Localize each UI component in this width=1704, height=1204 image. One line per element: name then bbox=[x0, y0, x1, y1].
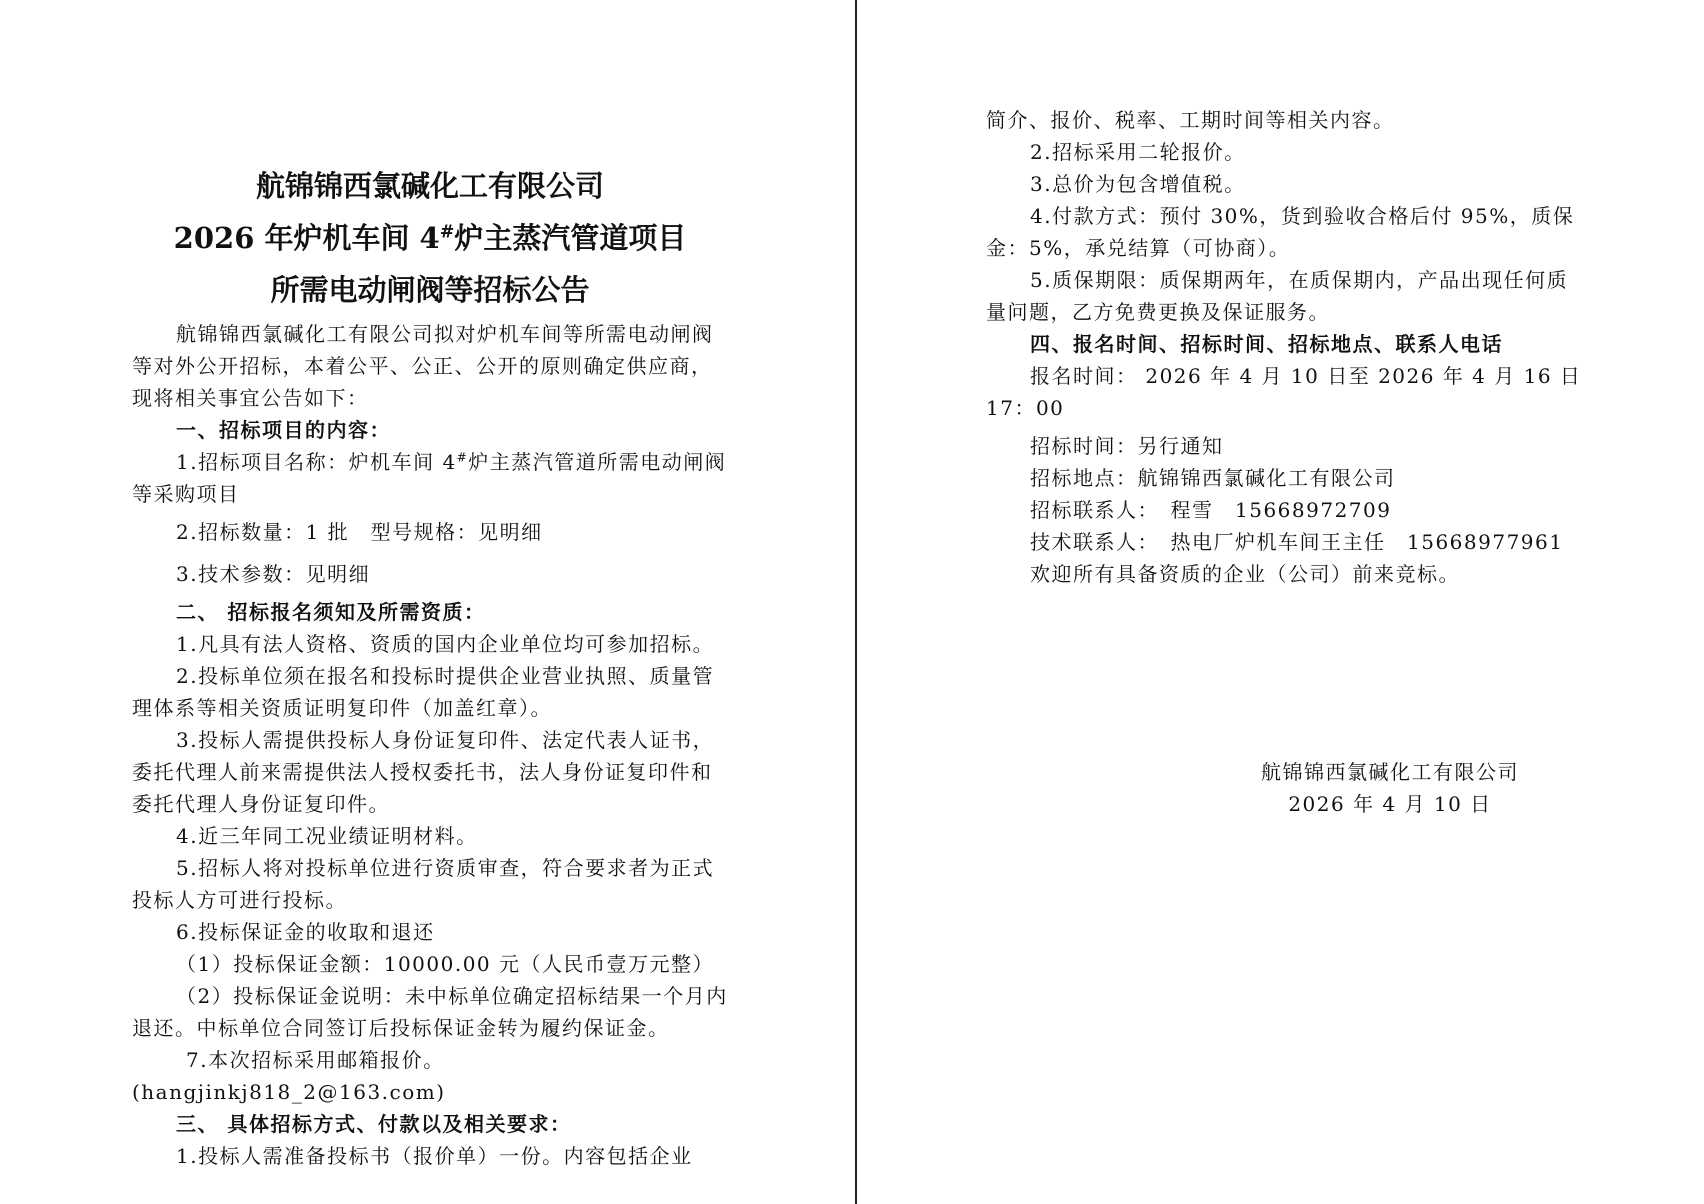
title-line-1: 航锦锦西氯碱化工有限公司 bbox=[255, 169, 604, 203]
signature-block bbox=[1240, 756, 1540, 820]
bid-time: 招标时间：另行通知 bbox=[1030, 434, 1224, 458]
announcement-title bbox=[130, 160, 730, 316]
tech-contact: 技术联系人： 热电厂炉机车间王主任 15668977961 bbox=[1030, 530, 1564, 554]
right-body bbox=[986, 104, 1582, 590]
section1-item3: 3.技术参数：见明细 bbox=[176, 562, 371, 586]
title-line-3: 所需电动闸阀等招标公告 bbox=[270, 273, 590, 307]
intro-paragraph: 航锦锦西氯碱化工有限公司拟对炉机车间等所需电动闸阀等对外公开招标，本着公平、公正、公开的原则确定供应商，现将相关事宜公告如下： bbox=[132, 322, 714, 410]
section3-item1-part2: 简介、报价、税率、工期时间等相关内容。 bbox=[986, 108, 1395, 132]
section2-item: 5.招标人将对投标单位进行资质审查，符合要求者为正式投标人方可进行投标。 bbox=[132, 856, 715, 912]
section3-item1-part1: 1.投标人需准备投标书（报价单）一份。内容包括企业 bbox=[176, 1144, 693, 1168]
section2-item: 2.投标单位须在报名和投标时提供企业营业执照、质量管理体系等相关资质证明复印件（加盖红章）。 bbox=[132, 664, 715, 720]
section2-item: 6.投标保证金的收取和退还 bbox=[176, 920, 435, 944]
title-line-2-post: 炉主蒸汽管道项目 bbox=[454, 221, 687, 255]
section1-item1 bbox=[132, 446, 728, 510]
section2-item: （2）投标保证金说明：未中标单位确定招标结果一个月内退还。中标单位合同签订后投标保证金转为履约保证金。 bbox=[132, 984, 728, 1040]
section2-heading: 二、 招标报名须知及所需资质： bbox=[176, 600, 486, 624]
page-divider bbox=[855, 0, 857, 1204]
bid-contact: 招标联系人： 程雪 15668972709 bbox=[1030, 498, 1392, 522]
section1-item1-pre: 1.招标项目名称：炉机车间 4 bbox=[176, 450, 457, 474]
signup-time: 报名时间： 2026 年 4 月 10 日至 2026 年 4 月 16 日 17：00 bbox=[986, 364, 1582, 420]
section3-item: 4.付款方式：预付 30%，货到验收合格后付 95%，质保金：5%，承兑结算（可协商）。 bbox=[986, 204, 1575, 260]
section3-item: 5.质保期限：质保期两年，在质保期内，产品出现任何质量问题，乙方免费更换及保证服务。 bbox=[986, 268, 1569, 324]
section2-item: 7.本次招标采用邮箱报价。(hangjinkj818_2@163.com) bbox=[132, 1048, 446, 1104]
section2-item: （1）投标保证金额：10000.00 元（人民币壹万元整） bbox=[176, 952, 715, 976]
bid-place: 招标地点：航锦锦西氯碱化工有限公司 bbox=[1030, 466, 1396, 490]
section1-heading: 一、招标项目的内容： bbox=[176, 418, 391, 442]
signature-company: 航锦锦西氯碱化工有限公司 bbox=[1261, 760, 1519, 784]
title-hash-mark: # bbox=[439, 222, 455, 243]
welcome-line: 欢迎所有具备资质的企业（公司）前来竞标。 bbox=[1030, 562, 1460, 586]
section2-item: 4.近三年同工况业绩证明材料。 bbox=[176, 824, 478, 848]
title-line-2 bbox=[130, 212, 730, 264]
section3-item: 3.总价为包含增值税。 bbox=[1030, 172, 1246, 196]
section4-heading: 四、报名时间、招标时间、招标地点、联系人电话 bbox=[1030, 332, 1503, 356]
section1-item2: 2.招标数量：1 批 型号规格：见明细 bbox=[176, 520, 543, 544]
section2-item: 3.投标人需提供投标人身份证复印件、法定代表人证书，委托代理人前来需提供法人授权委托书，法人身份证复印件和委托代理人身份证复印件。 bbox=[132, 728, 715, 816]
left-body bbox=[132, 318, 728, 1172]
section1-item1-post: 炉主蒸汽管道所需电动闸阀等采购项目 bbox=[132, 450, 727, 506]
title-line-2-pre: 2026 年炉机车间 4 bbox=[173, 221, 440, 255]
signature-date: 2026 年 4 月 10 日 bbox=[1288, 792, 1492, 816]
section3-heading: 三、 具体招标方式、付款以及相关要求： bbox=[176, 1112, 572, 1136]
section1-item1-hash: # bbox=[456, 450, 469, 465]
section3-item: 2.招标采用二轮报价。 bbox=[1030, 140, 1246, 164]
section2-item: 1.凡具有法人资格、资质的国内企业单位均可参加招标。 bbox=[176, 632, 715, 656]
